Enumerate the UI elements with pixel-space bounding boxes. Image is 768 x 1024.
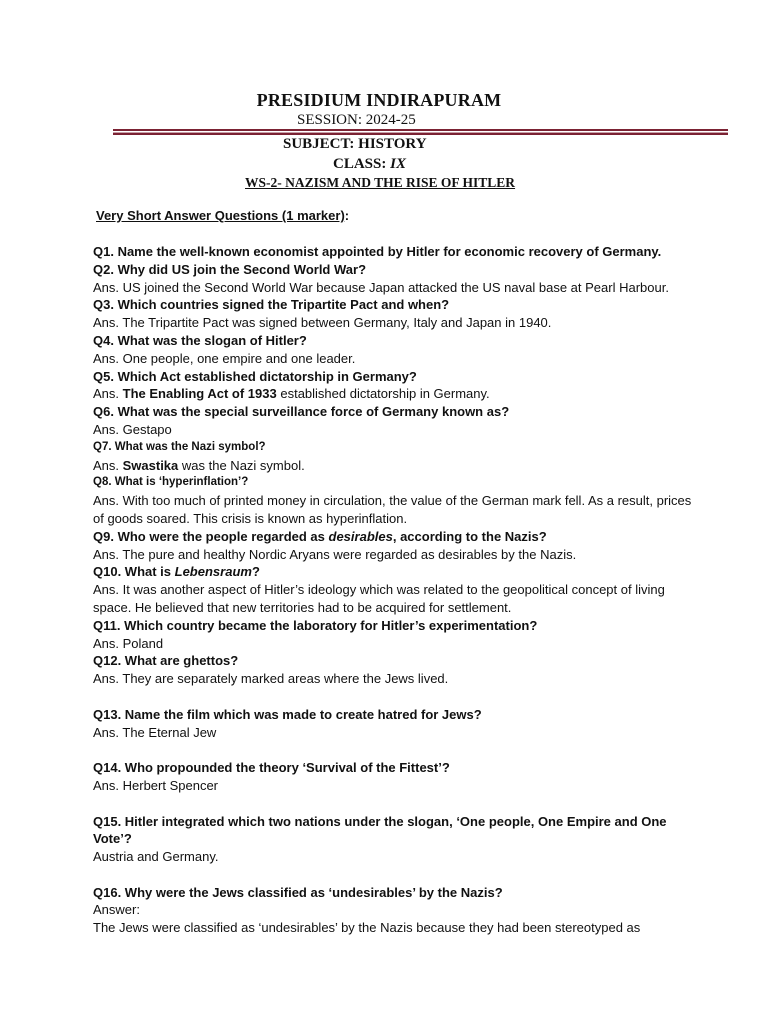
section-heading bbox=[96, 208, 349, 223]
class-label: CLASS: bbox=[333, 156, 387, 172]
spacer bbox=[93, 741, 693, 759]
answer-14: Ans. Herbert Spencer bbox=[93, 777, 219, 793]
question-11: Q11. Which country became the laboratory for Hitler’s experimentation? bbox=[93, 617, 538, 633]
answer-5-bold: The Enabling Act of 1933 bbox=[122, 386, 277, 402]
question-9-emphasis: desirables bbox=[328, 528, 393, 544]
answer-5-rest: established dictatorship in Germany. bbox=[276, 386, 490, 402]
subject-line: SUBJECT: HISTORY bbox=[283, 136, 427, 152]
question-9 bbox=[93, 528, 693, 546]
spacer bbox=[93, 688, 693, 706]
answer-15: Austria and Germany. bbox=[93, 849, 219, 865]
answer-3: Ans. The Tripartite Pact was signed between Germany, Italy and Japan in 1940. bbox=[93, 315, 552, 331]
spacer bbox=[93, 795, 693, 813]
question-10-emphasis: Lebensraum bbox=[174, 564, 252, 580]
answer-7-prefix: Ans. bbox=[93, 457, 123, 473]
answer-10: Ans. It was another aspect of Hitler’s ideology which was related to the geopolitical concept of living space. He believed that new territories had to be acquired for settlement. bbox=[93, 582, 665, 615]
section-heading-colon: : bbox=[344, 208, 350, 223]
worksheet-title: WS-2- NAZISM AND THE RISE OF HITLER bbox=[245, 175, 516, 190]
answer-4: Ans. One people, one empire and one leader. bbox=[93, 350, 356, 366]
answer-6: Ans. Gestapo bbox=[93, 421, 172, 437]
question-9-rest: , according to the Nazis? bbox=[392, 528, 547, 544]
question-10-prefix: Q10. What is bbox=[93, 564, 175, 580]
question-14: Q14. Who propounded the theory ‘Survival of the Fittest’? bbox=[93, 760, 450, 776]
question-9-prefix: Q9. Who were the people regarded as bbox=[93, 528, 329, 544]
section-heading-text: Very Short Answer Questions (1 marker) bbox=[96, 208, 345, 223]
question-2: Q2. Why did US join the Second World War? bbox=[93, 261, 367, 277]
question-1: Q1. Name the well-known economist appointed by Hitler for economic recovery of Germany. bbox=[93, 244, 662, 259]
answer-12: Ans. They are separately marked areas where the Jews lived. bbox=[93, 671, 449, 687]
answer-16: The Jews were classified as ‘undesirables’ by the Nazis because they had been stereotyped as bbox=[93, 920, 641, 936]
question-8: Q8. What is ‘hyperinflation’? bbox=[93, 476, 249, 489]
question-13: Q13. Name the film which was made to create hatred for Jews? bbox=[93, 706, 482, 722]
answer-7-rest: was the Nazi symbol. bbox=[178, 457, 305, 473]
class-value: IX bbox=[390, 156, 406, 172]
header-divider bbox=[113, 129, 728, 135]
question-list bbox=[93, 243, 693, 937]
school-name: PRESIDIUM INDIRAPURAM bbox=[256, 90, 502, 110]
question-15: Q15. Hitler integrated which two nations under the slogan, ‘One people, One Empire and One Vote’? bbox=[93, 813, 667, 847]
session-line: SESSION: 2024-25 bbox=[297, 112, 416, 128]
question-7: Q7. What was the Nazi symbol? bbox=[93, 440, 266, 453]
answer-5-prefix: Ans. bbox=[93, 386, 123, 402]
answer-11: Ans. Poland bbox=[93, 635, 164, 651]
question-10 bbox=[93, 563, 693, 581]
question-10-rest: ? bbox=[251, 564, 260, 580]
question-4: Q4. What was the slogan of Hitler? bbox=[93, 332, 307, 348]
answer-2: Ans. US joined the Second World War because Japan attacked the US naval base at Pearl Harbour. bbox=[93, 279, 669, 295]
question-6: Q6. What was the special surveillance force of Germany known as? bbox=[93, 404, 510, 420]
spacer bbox=[93, 866, 693, 884]
question-12: Q12. What are ghettos? bbox=[93, 653, 239, 669]
question-5: Q5. Which Act established dictatorship in Germany? bbox=[93, 368, 417, 384]
question-3: Q3. Which countries signed the Tripartite Pact and when? bbox=[93, 297, 450, 313]
answer-16-label: Answer: bbox=[93, 902, 140, 918]
answer-7-bold: Swastika bbox=[122, 457, 179, 473]
answer-8: Ans. With too much of printed money in circulation, the value of the German mark fell. As a result, prices of goods soared. This crisis is known as hyperinflation. bbox=[93, 493, 692, 526]
answer-13: Ans. The Eternal Jew bbox=[93, 724, 217, 740]
class-line bbox=[333, 156, 406, 173]
answer-9: Ans. The pure and healthy Nordic Aryans were regarded as desirables by the Nazis. bbox=[93, 546, 577, 562]
answer-7 bbox=[93, 457, 693, 475]
answer-5 bbox=[93, 385, 693, 403]
question-16: Q16. Why were the Jews classified as ‘undesirables’ by the Nazis? bbox=[93, 884, 503, 900]
